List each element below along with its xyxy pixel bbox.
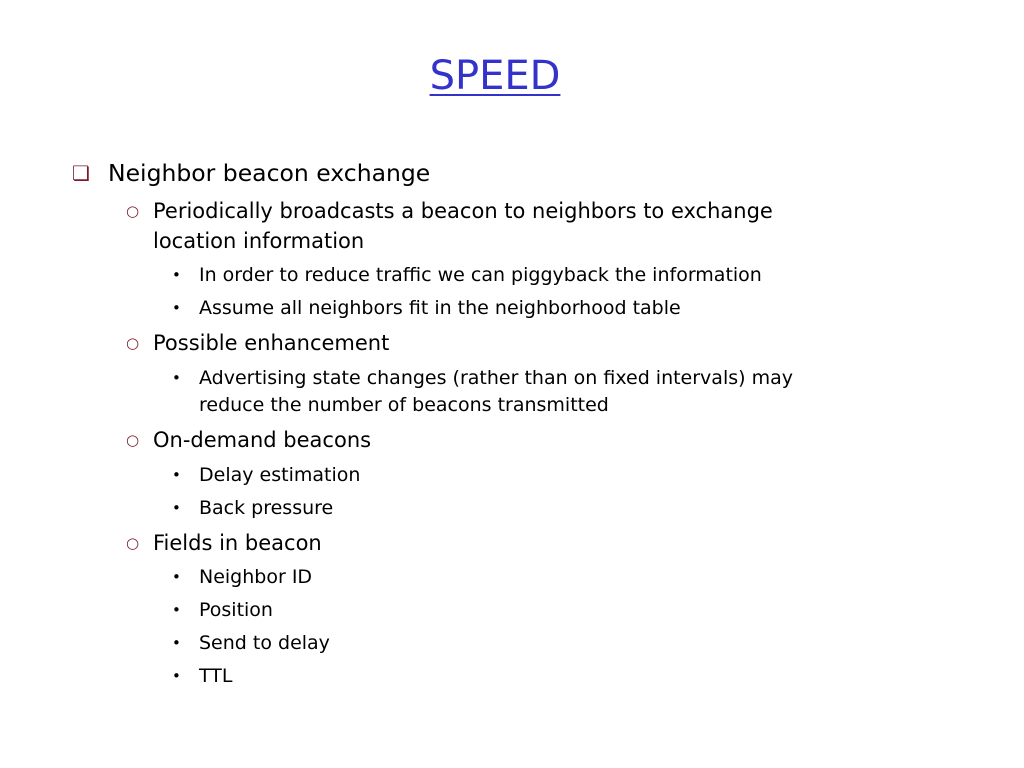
bullet-text: Neighbor beacon exchange xyxy=(108,159,431,187)
bullet-text: Back pressure xyxy=(199,497,334,519)
level2-bullet-item xyxy=(126,528,322,558)
level3-bullet-item xyxy=(171,365,793,419)
level2-bullet-item xyxy=(126,328,389,358)
slide-title: SPEED xyxy=(429,53,561,99)
level3-bullet-item xyxy=(171,630,330,657)
level1-bullet-item xyxy=(72,156,430,190)
bullet-dot-icon: • xyxy=(172,299,181,317)
level3-bullet-item xyxy=(171,262,762,289)
bullet-dot-icon: • xyxy=(172,266,181,284)
bullet-dot-icon: • xyxy=(172,634,181,652)
bullet-text: TTL xyxy=(199,665,233,687)
bullet-dot-icon: • xyxy=(172,499,181,517)
bullet-text-line: reduce the number of beacons transmitted xyxy=(199,394,609,416)
bullet-text: On-demand beacons xyxy=(153,428,372,452)
level3-bullet-item xyxy=(171,597,273,624)
hollow-circle-icon: ○ xyxy=(126,334,140,352)
bullet-text: Possible enhancement xyxy=(153,331,390,355)
bullet-dot-icon: • xyxy=(172,466,181,484)
bullet-text-line: Advertising state changes (rather than on fixed intervals) may xyxy=(199,367,793,389)
level2-bullet-item xyxy=(126,196,773,256)
bullet-dot-icon: • xyxy=(172,601,181,619)
hollow-circle-icon: ○ xyxy=(126,202,140,220)
bullet-text xyxy=(199,365,793,419)
level3-bullet-item xyxy=(171,495,333,522)
bullet-text-line: Periodically broadcasts a beacon to neighbors to exchange xyxy=(153,199,773,223)
hollow-circle-icon: ○ xyxy=(126,534,140,552)
bullet-text: In order to reduce traffic we can piggyback the information xyxy=(199,264,762,286)
level3-bullet-item xyxy=(171,663,232,690)
bullet-text: Assume all neighbors fit in the neighborhood table xyxy=(199,297,681,319)
bullet-text: Send to delay xyxy=(199,632,330,654)
bullet-text: Neighbor ID xyxy=(199,566,313,588)
level3-bullet-item xyxy=(171,295,681,322)
bullet-dot-icon: • xyxy=(172,667,181,685)
bullet-text: Position xyxy=(199,599,273,621)
bullet-dot-icon: • xyxy=(172,568,181,586)
level3-bullet-item xyxy=(171,564,312,591)
bullet-text: Fields in beacon xyxy=(153,531,322,555)
bullet-text xyxy=(153,196,773,256)
bullet-text: Delay estimation xyxy=(199,464,361,486)
level2-bullet-item xyxy=(126,425,371,455)
bullet-dot-icon: • xyxy=(172,369,181,387)
hollow-square-icon: ❏ xyxy=(72,161,90,185)
hollow-circle-icon: ○ xyxy=(126,431,140,449)
level3-bullet-item xyxy=(171,462,360,489)
bullet-text-line: location information xyxy=(153,229,365,253)
